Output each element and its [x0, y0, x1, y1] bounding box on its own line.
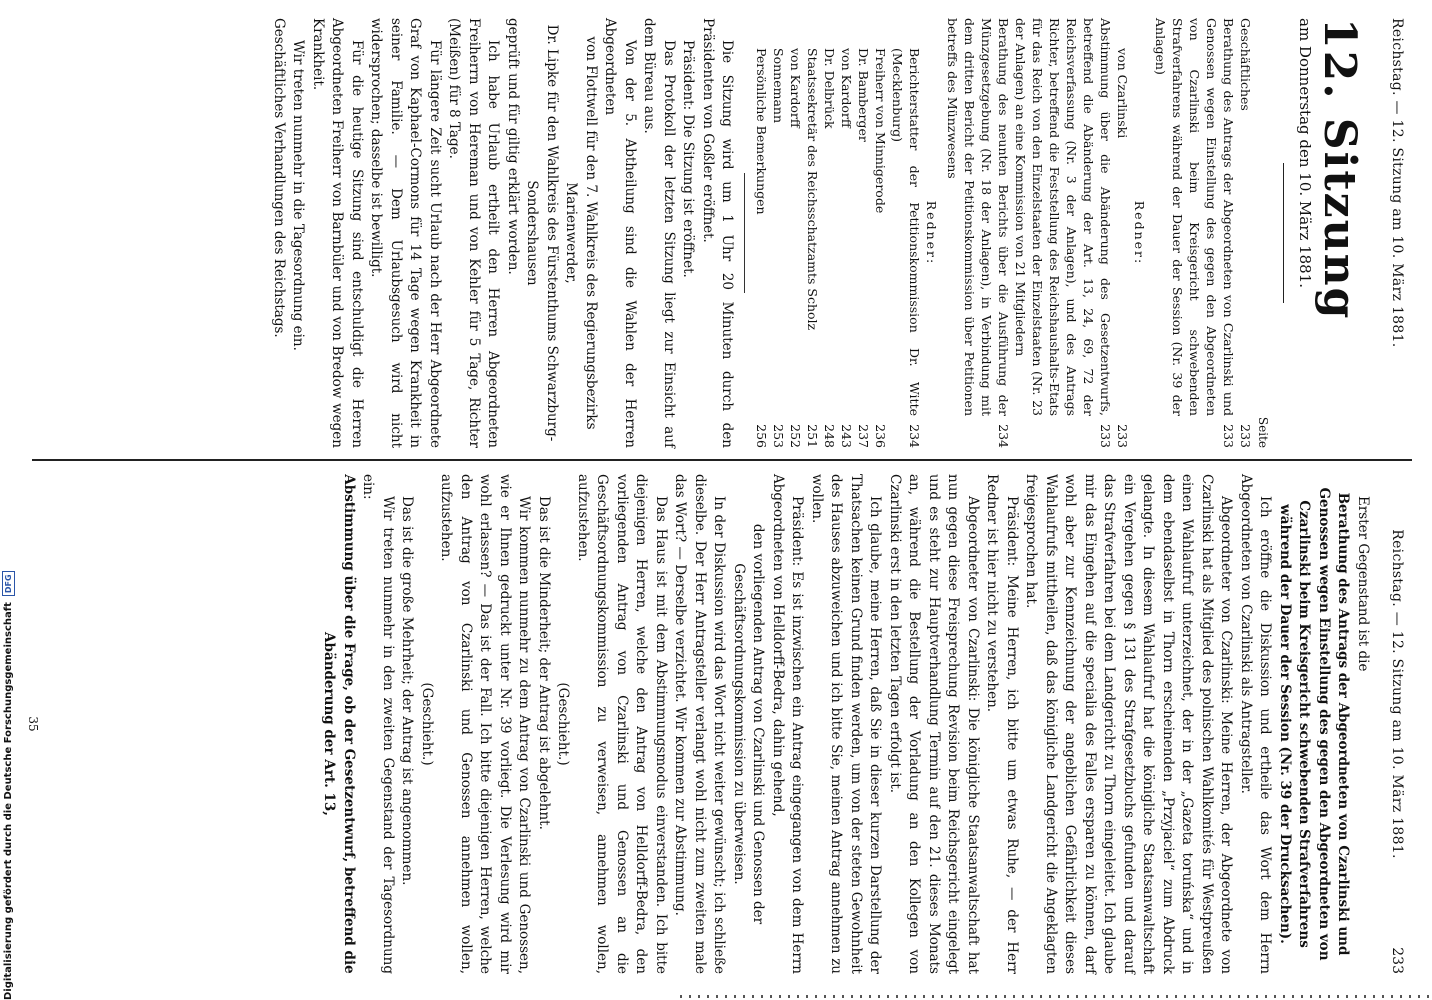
left-body-text	[269, 18, 737, 448]
toc-entry-text: Dr. Bamberger	[856, 48, 872, 142]
toc-entry-text: von Kardorff	[839, 48, 855, 128]
paragraph: Das Protokoll der letzten Sitzung liegt zur Einsicht auf dem Büreau aus.	[641, 18, 677, 448]
toc-entry	[873, 18, 890, 448]
section-rule	[745, 173, 746, 293]
toc-section-label: Redner:	[924, 200, 940, 266]
paragraph: geprüft und für giltig erklärt worden.	[505, 18, 521, 275]
toc-entry-text: Berichterstatter der Petitionskommission Dr. Witte (Mecklenburg)	[890, 48, 923, 416]
toc-section-label: Redner:	[1132, 200, 1148, 266]
paragraph: Ich habe Urlaub ertheilt den Herren Abgeordneten Freiherrn von Hereman und von Kehler für 5 Tage, Richter (Meißen) für 8 Tage.	[446, 18, 502, 448]
toc-entry-text: Dr. Delbrück	[822, 48, 838, 129]
paragraph: (Geschieht.)	[555, 682, 572, 766]
toc-entry-page: 243	[839, 424, 855, 448]
toc-entry-page: 248	[822, 424, 838, 448]
toc-entry-page: 237	[856, 424, 872, 448]
toc-entry-text: Staatssekretär des Reichsschatzamts Scholz	[805, 48, 821, 331]
paragraph: Berathung des Antrags der Abgeordneten von Czarlinski und Genossen wegen Einstellung des gegen den Abgeordneten von Czarlinski beim Kreisgericht schwebenden Strafverfahrens während der Dauer der Session (Nr. 39 der Drucksachen).	[1277, 487, 1352, 961]
toc-entry	[839, 18, 856, 448]
paragraph: Präsident: Es ist inzwischen ein Antrag eingegangen von dem Herrn Abgeordneten von Helldorff-Bedra, dahin gehend,	[770, 474, 806, 974]
toc-entry	[1238, 18, 1255, 448]
paragraph: Wir kommen nunmehr zu dem Antrag von Czarlinski und Genossen, wie er Ihnen gedruckt unter Nr. 39 vorliegt. Die Verlesung wird mir wohl erlassen? — Das ist der Fall. Ich bitte diejenigen Herren, welche den Antrag von Czarlinski und Genossen annehmen wollen, aufzustehen.	[438, 474, 533, 974]
toc-entry-page: 253	[771, 424, 787, 448]
toc-entry	[805, 18, 822, 448]
paragraph: Wir treten nunmehr in den zweiten Gegenstand der Tagesordnung ein:	[360, 474, 396, 974]
paragraph: von Flottwell für den 7. Wahlkreis des Regierungsbezirks Marienwerder,	[563, 36, 599, 430]
toc-entry-page: 233	[1221, 424, 1237, 448]
toc-entry	[945, 18, 1013, 448]
toc-entry	[1115, 18, 1132, 448]
toc-entry-page: 233	[1098, 424, 1114, 448]
column-divider	[32, 459, 1412, 461]
session-title: 12. Sitzung	[1314, 18, 1365, 321]
paragraph: Wir treten nunmehr in die Tagesordnung ein.	[290, 40, 307, 351]
paragraph: Ich eröffne die Diskussion und ertheile das Wort dem Herrn Abgeordneten von Czarlinski als Antragsteller.	[1238, 474, 1274, 974]
toc-entry-text: Sonnemann	[771, 48, 787, 123]
toc-entry	[754, 18, 771, 448]
toc-entry-text: Berathung des Antrags der Abgeordneten von Czarlinski und Genossen wegen Einstellung des gegen den Abgeordneten von Czarlinski beim Kreisgericht schwebenden Strafverfahrens während der Dauer der Session (Nr. 39 der Anlagen)	[1153, 18, 1237, 416]
paragraph: Von der 5. Abtheilung sind die Wahlen der Herren Abgeordneten	[602, 18, 638, 448]
toc-entry-text: von Kardorff	[788, 48, 804, 128]
toc-page-heading: Seite	[1256, 416, 1271, 448]
paragraph: Das ist die große Mehrheit; der Antrag ist angenommen.	[399, 496, 416, 886]
toc-entry-page: 256	[754, 424, 770, 448]
toc-entry	[771, 18, 788, 448]
right-body-text	[319, 474, 1372, 974]
toc-entry	[890, 18, 924, 448]
toc-entry-text: Persönliche Bemerkungen	[754, 48, 770, 215]
paragraph: Präsident: Meine Herren, ich bitte um etwas Ruhe, — der Herr Redner ist hier nicht zu verstehen.	[984, 474, 1020, 974]
session-date: am Donnerstag den 10. März 1881.	[1296, 18, 1314, 289]
toc-entry-page: 234	[907, 424, 923, 448]
toc-entry	[1013, 18, 1115, 448]
toc-entry	[856, 18, 873, 448]
paragraph: Abgeordneter von Czarlinski: Die königliche Staatsanwaltschaft hat nun gegen diese Freisprechung Revision beim Reichsgericht eingelegt und es steht zur Hauptverhandlung Termin auf den 21. dieses Monats an, während die Bestellung der Vorladung an den Kollegen von Czarlinski erst in den letzten Tagen erfolgt ist.	[887, 474, 981, 974]
paragraph: In der Diskussion wird das Wort nicht weiter gewünscht; ich schließe dieselbe. Der Herr Antragsteller verlangt wohl nicht zum zweiten male das Wort? — Derselbe verzichtet. Wir kommen zur Abstimmung.	[672, 474, 728, 974]
digitization-credit	[0, 0, 18, 1000]
toc-entry-page: 236	[873, 424, 889, 448]
sheet-signature: 35	[26, 716, 40, 732]
paragraph: Erster Gegenstand ist die	[1355, 496, 1371, 672]
dfg-logo: DFG	[2, 571, 15, 596]
paragraph: Präsident: Die Sitzung ist eröffnet.	[680, 40, 697, 278]
title-rule	[1284, 163, 1285, 303]
scan-edge-dots	[680, 995, 1432, 998]
toc-entry-page: 234	[996, 424, 1012, 448]
toc-entry-page: 233	[1115, 424, 1131, 448]
table-of-contents	[754, 18, 1272, 448]
left-content	[269, 18, 1365, 448]
toc-entry-text: Berathung des neunten Berichts über die Ausführung der Münzgesetzgebung (Nr. 18 der Anlagen), in Verbindung mit dem dritten Bericht der Petitionskommission über Petitionen betreffs des Münzwesens	[945, 18, 1012, 416]
running-head-left: Reichstag. — 12. Sitzung am 10. März 1881.	[1389, 18, 1405, 348]
paragraph: Für längere Zeit sucht Urlaub nach der Herr Abgeordnete Graf von Kaphael-Cormons für 14 Tage wegen Krankheit in seiner Familie. — Dem Urlaubsgesuch wird nicht widersprochen; dasselbe ist bewilligt.	[368, 18, 443, 448]
toc-entry-page: 233	[1238, 424, 1254, 448]
toc-entry	[822, 18, 839, 448]
paragraph: Das ist die Minderheit; der Antrag ist abgelehnt.	[536, 496, 552, 830]
paragraph: Ich glaube, meine Herren, daß Sie in dieser kurzen Darstellung der Thatsachen keinen Grund finden werden, um von der steten Gewohnheit des Hauses abzuweichen und ich bitte Sie, meinen Antrag annehmen zu wollen.	[809, 474, 884, 974]
paragraph: Für die heutige Sitzung sind entschuldigt die Herren Abgeordneten Freiherr von Barnbüler und von Bredow wegen Krankheit.	[310, 18, 365, 448]
paragraph: den vorliegenden Antrag von Czarlinski und Genossen der Geschäftsordnungskommission zu überweisen.	[731, 523, 767, 925]
page-number: 233	[1389, 947, 1405, 974]
toc-entry	[1153, 18, 1238, 448]
paragraph: Dr. Lipke für den Wahlkreis des Fürstenthums Schwarzburg-Sondershausen	[524, 24, 560, 442]
toc-entry-text: Freiherr von Minnigerode	[873, 48, 889, 214]
toc-entry-text: Abstimmung über die Abänderung des Gesetzentwurfs, betreffend die Abänderung der Art. 13, 24, 69, 72 der Reichsverfassung (Nr. 3 der Anlagen), und des Antrags Richter, betreffend die Feststellung des Reichshaushalts-Etats für das Reich von den Einzelstaaten der Einzelstaaten (Nr. 23 der Anlagen) an eine Kommission von 21 Mitgliedern	[1013, 18, 1114, 416]
paragraph: Die Sitzung wird um 1 Uhr 20 Minuten durch den Präsidenten von Goßler eröffnet.	[700, 18, 736, 448]
toc-entry-page: 252	[788, 424, 804, 448]
paragraph: Abgeordneter von Czarlinski: Meine Herren, der Abgeordnete von Czarlinski hat als Mitglied des polnischen Wahlkomités für Westpreußen einen Wahlaufruf unterzeichnet, der in der „Gazeta toruńska“ und in dem ebendaselbst in Thorn erscheinenden „Przyjaciel“ zum Abdruck gelangte. In diesem Wahlaufruf hat die königliche Staatsanwaltschaft ein Vergehen gegen § 131 des Strafgesetzbuchs gefunden und darauf das Strafverfahren bei dem Landgericht zu Thorn eingeleitet. Ich glaube mir das Eingehen auf die specialia des Falles ersparen zu können, darf wohl aber zur Kennzeichnung der angeblichen Gefährlichkeit dieses Wahlaufrufs mittheilen, daß das königliche Landgericht die Angeklagten freigesprochen hat.	[1023, 474, 1235, 974]
running-head-right: Reichstag. — 12. Sitzung am 10. März 1881.	[1389, 529, 1405, 859]
toc-entry-text: von Czarlinski	[1115, 48, 1131, 139]
paragraph: Geschäftliches Verhandlungen des Reichstags.	[271, 18, 287, 338]
toc-entry-page: 251	[805, 424, 821, 448]
paragraph: Abstimmung über die Frage, ob der Gesetzentwurf, betreffend die Abänderung der Art. 13,	[321, 474, 357, 974]
paragraph: Das Haus ist mit dem Abstimmungsmodus einverstanden. Ich bitte diejenigen Herren, welche den Antrag von Helldorff-Bedra, den vorliegenden Antrag von Czarlinski und Genossen an die Geschäftsordnungskommission zu verweisen, annehmen wollen, aufzustehen.	[575, 474, 669, 974]
toc-entry-text: Geschäftliches	[1238, 18, 1254, 111]
paragraph: (Geschieht.)	[419, 682, 435, 766]
toc-entry	[788, 18, 805, 448]
credit-text: Digitalisierung gefördert durch die Deutsche Forschungsgemeinschaft	[3, 602, 14, 1000]
